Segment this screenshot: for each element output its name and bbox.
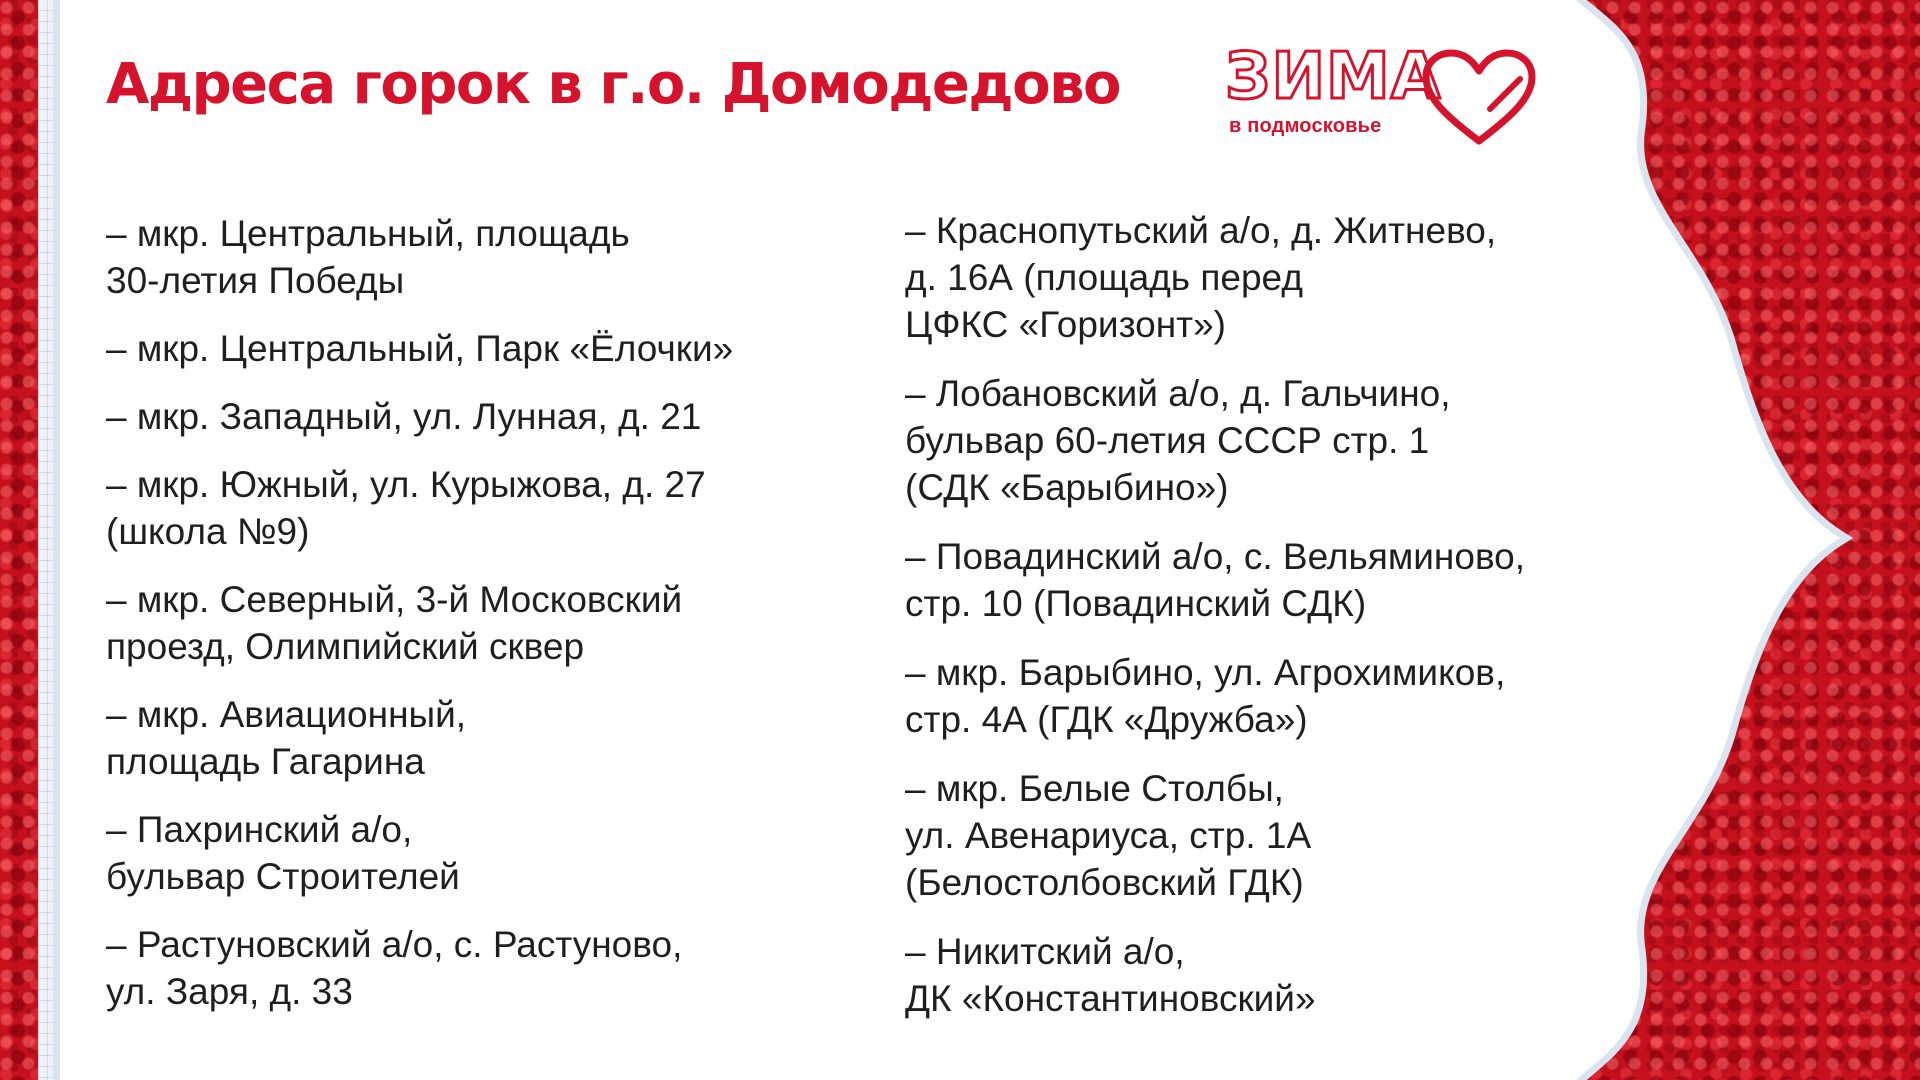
address-item <box>905 765 1625 906</box>
address-line: (школа №9) <box>106 511 310 552</box>
address-line: ул. Авенариуса, стр. 1А <box>905 815 1312 856</box>
address-item <box>106 461 806 555</box>
address-item <box>106 576 806 670</box>
address-line: стр. 10 (Повадинский СДК) <box>905 583 1367 624</box>
slides-list-left <box>106 210 806 1036</box>
address-line: – Пахринский а/о, <box>106 809 413 850</box>
address-line: стр. 4А (ГДК «Дружба») <box>905 699 1308 740</box>
address-line: – мкр. Белые Столбы, <box>905 768 1284 809</box>
address-line: ДК «Константиновский» <box>905 978 1316 1019</box>
address-line: д. 16А (площадь перед <box>905 257 1303 298</box>
address-line: ЦФКС «Горизонт») <box>905 304 1227 345</box>
address-item <box>106 210 806 304</box>
address-line: – Повадинский а/о, с. Вельяминово, <box>905 536 1526 577</box>
address-item <box>905 649 1625 743</box>
address-item <box>106 691 806 785</box>
address-line: – мкр. Центральный, Парк «Ёлочки» <box>106 328 734 369</box>
address-item <box>905 207 1625 348</box>
address-item <box>106 806 806 900</box>
address-item <box>106 325 806 372</box>
address-line: – мкр. Южный, ул. Курыжова, д. 27 <box>106 464 706 505</box>
address-item <box>905 533 1625 627</box>
address-line: – Растуновский а/о, с. Растуново, <box>106 924 683 965</box>
address-line: – мкр. Авиационный, <box>106 694 467 735</box>
zima-logo <box>1225 40 1540 145</box>
address-line: бульвар Строителей <box>106 856 460 897</box>
address-item <box>106 921 806 1015</box>
address-line: (СДК «Барыбино») <box>905 467 1229 508</box>
heart-icon <box>1420 49 1538 147</box>
address-line: – мкр. Барыбино, ул. Агрохимиков, <box>905 652 1506 693</box>
address-line: – Лобановский а/о, д. Гальчино, <box>905 373 1451 414</box>
address-line: 30-летия Победы <box>106 260 405 301</box>
logo-wordmark: ЗИМА <box>1225 40 1442 114</box>
address-line: ул. Заря, д. 33 <box>106 971 353 1012</box>
page-title: Адреса горок в г.о. Домодедово <box>106 52 1121 117</box>
address-item <box>905 370 1625 511</box>
address-item <box>905 928 1625 1022</box>
address-line: – мкр. Западный, ул. Лунная, д. 21 <box>106 396 702 437</box>
address-line: проезд, Олимпийский сквер <box>106 626 585 667</box>
address-line: – Краснопутьский а/о, д. Житнево, <box>905 210 1497 251</box>
logo-subtitle: в подмосковье <box>1229 115 1382 137</box>
address-line: бульвар 60-летия СССР стр. 1 <box>905 420 1430 461</box>
address-line: – мкр. Центральный, площадь <box>106 213 630 254</box>
address-item <box>106 393 806 440</box>
address-line: – мкр. Северный, 3-й Московский <box>106 579 683 620</box>
address-line: (Белостолбовский ГДК) <box>905 862 1304 903</box>
address-line: – Никитский а/о, <box>905 931 1185 972</box>
slides-list-right <box>905 207 1625 1044</box>
address-line: площадь Гагарина <box>106 741 425 782</box>
